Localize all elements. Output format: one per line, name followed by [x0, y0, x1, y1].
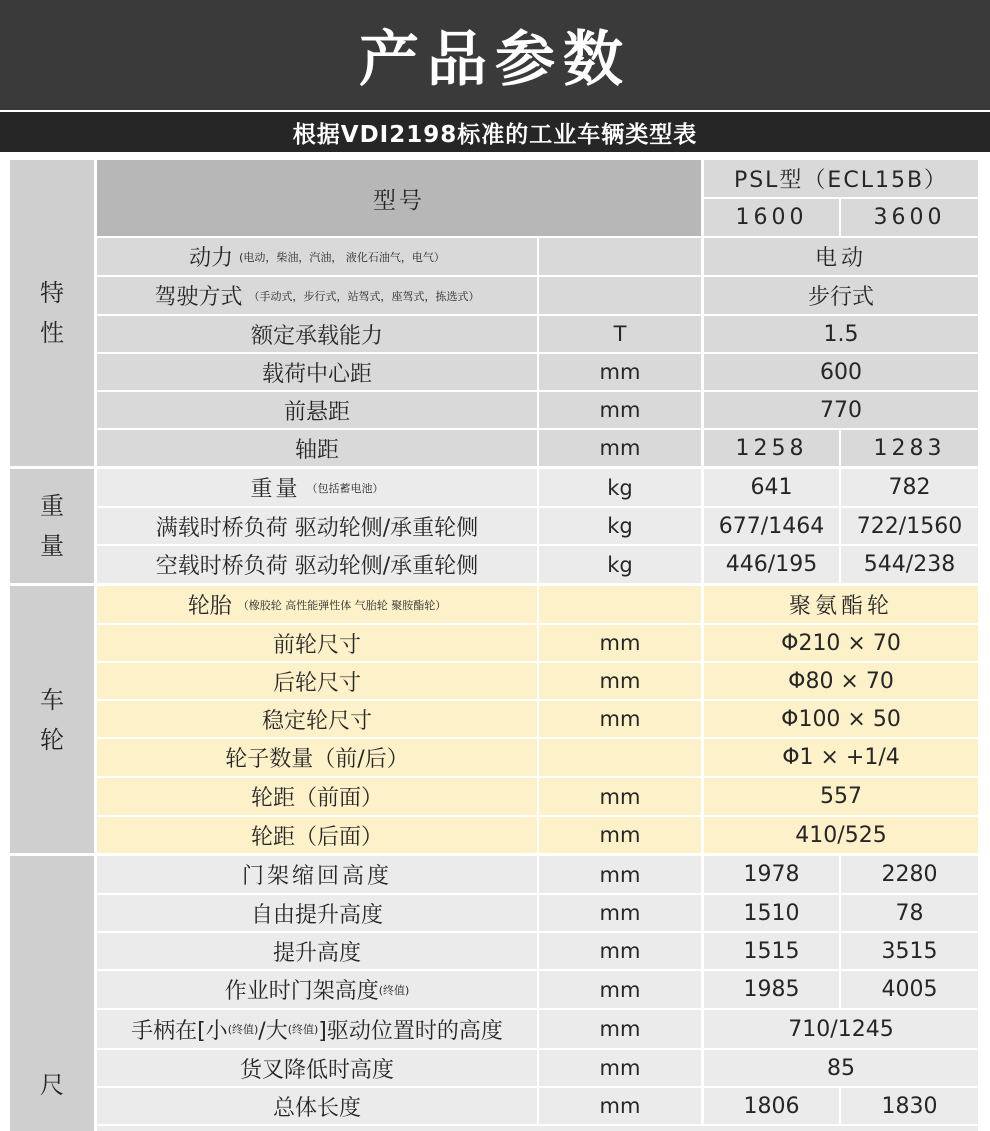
page-title: 产品参数: [0, 0, 990, 110]
row-rear-wheel-size-unit: mm: [539, 663, 701, 699]
row-handle-height-value: 710/1245: [704, 1010, 978, 1048]
row-power-note: (电动，柴油，汽油， 液化石油气，电气）: [239, 250, 445, 264]
variant-3600: 3600: [841, 199, 978, 236]
table-row-partial: [97, 1126, 978, 1131]
row-stabilizer-wheel-size-unit: mm: [539, 701, 701, 737]
section-dimensions: 尺: [10, 856, 94, 1131]
table-subtitle: 根据VDI2198标准的工业车辆类型表: [0, 112, 990, 152]
row-rated-capacity-unit: T: [539, 316, 701, 352]
row-axle-load-empty-value-1600: 446/195: [704, 546, 839, 583]
section-characteristics: 特 性: [10, 160, 94, 466]
row-front-wheel-size-name: 前轮尺寸: [97, 625, 537, 661]
row-mast-working-height-name: [97, 971, 537, 1008]
row-overall-length-value-3600: 1830: [841, 1088, 978, 1124]
row-overall-length-value-1600: 1806: [704, 1088, 839, 1124]
row-track-front-unit: mm: [539, 778, 701, 815]
row-axle-load-full-value-3600: 722/1560: [841, 508, 978, 544]
row-mast-working-height-unit: mm: [539, 971, 701, 1008]
row-lift-height-value-1600: 1515: [704, 933, 839, 969]
row-wheelbase-value-1600: 1258: [704, 430, 839, 466]
row-load-center-value: 600: [704, 354, 978, 390]
row-free-lift-height-unit: mm: [539, 895, 701, 931]
row-track-front-value: 557: [704, 778, 978, 815]
row-overall-length-name: 总体长度: [97, 1088, 537, 1124]
row-rear-wheel-size-value: Φ80 × 70: [704, 663, 978, 699]
row-wheelbase-unit: mm: [539, 430, 701, 466]
row-stabilizer-wheel-size-name: 稳定轮尺寸: [97, 701, 537, 737]
row-tires-unit: [539, 586, 701, 623]
row-mast-retracted-height-value-1600: 1978: [704, 856, 839, 893]
row-front-wheel-size-unit: mm: [539, 625, 701, 661]
row-handle-height-label-c: ]驱动位置时的高度: [318, 1018, 503, 1044]
row-wheelbase-value-3600: 1283: [841, 430, 978, 466]
row-axle-load-full-unit: kg: [539, 508, 701, 544]
model-name: PSL型（ECL15B）: [704, 160, 978, 197]
variant-1600: 1600: [704, 199, 839, 236]
row-tires-value: 聚氨酯轮: [704, 586, 978, 623]
row-power-name: [97, 238, 537, 275]
row-mast-retracted-height-name: 门架缩回高度: [97, 856, 537, 893]
model-label: 型号: [97, 160, 701, 236]
row-drive-mode-note: （手动式，步行式，站驾式，座驾式，拣选式）: [248, 289, 480, 303]
row-front-overhang-value: 770: [704, 392, 978, 428]
row-handle-height-label-a: 手柄在[小: [131, 1018, 228, 1044]
row-mast-working-height-note: (终值): [378, 983, 410, 997]
row-load-center-name: 载荷中心距: [97, 354, 537, 390]
row-lift-height-unit: mm: [539, 933, 701, 969]
row-rated-capacity-name: 额定承载能力: [97, 316, 537, 352]
row-drive-mode-unit: [539, 277, 701, 314]
row-weight-unit: kg: [539, 469, 701, 506]
row-front-overhang-name: 前悬距: [97, 392, 537, 428]
row-drive-mode-name: [97, 277, 537, 314]
row-tires-name: [97, 586, 537, 623]
row-track-rear-name: 轮距（后面）: [97, 817, 537, 853]
row-mast-working-height-label: 作业时门架高度: [224, 979, 379, 1004]
row-weight-note: （包括蓄电池）: [306, 481, 384, 495]
row-wheel-count-name: 轮子数量（前/后）: [97, 739, 537, 776]
row-drive-mode-label: 驾驶方式: [154, 285, 243, 310]
row-handle-height-label-b: /大: [258, 1018, 288, 1044]
row-free-lift-height-name: 自由提升高度: [97, 895, 537, 931]
row-rear-wheel-size-name: 后轮尺寸: [97, 663, 537, 699]
row-front-overhang-unit: mm: [539, 392, 701, 428]
row-free-lift-height-value-1600: 1510: [704, 895, 839, 931]
row-power-unit: [539, 238, 701, 275]
row-load-center-unit: mm: [539, 354, 701, 390]
row-mast-retracted-height-value-3600: 2280: [841, 856, 978, 893]
section-wheels: 车 轮: [10, 586, 94, 853]
row-axle-load-full-name: 满载时桥负荷 驱动轮侧/承重轮侧: [97, 508, 537, 544]
row-weight-label: 重量: [250, 477, 301, 502]
row-drive-mode-value: 步行式: [704, 277, 978, 314]
row-tires-label: 轮胎: [187, 594, 232, 619]
row-track-rear-unit: mm: [539, 817, 701, 853]
row-lowered-fork-height-unit: mm: [539, 1050, 701, 1086]
row-lowered-fork-height-value: 85: [704, 1050, 978, 1086]
row-handle-height-unit: mm: [539, 1010, 701, 1048]
row-track-rear-value: 410/525: [704, 817, 978, 853]
row-lift-height-name: 提升高度: [97, 933, 537, 969]
row-power-value: 电动: [704, 238, 978, 275]
row-overall-length-unit: mm: [539, 1088, 701, 1124]
row-lowered-fork-height-name: 货叉降低时高度: [97, 1050, 537, 1086]
row-front-wheel-size-value: Φ210 × 70: [704, 625, 978, 661]
row-track-front-name: 轮距（前面）: [97, 778, 537, 815]
row-weight-value-3600: 782: [841, 469, 978, 506]
row-handle-height-note-b: (终值): [287, 1023, 319, 1036]
row-lift-height-value-3600: 3515: [841, 933, 978, 969]
row-tires-note: （橡胶轮 高性能弹性体 气胎轮 聚胺酯轮）: [237, 598, 447, 612]
row-mast-retracted-height-unit: mm: [539, 856, 701, 893]
row-axle-load-empty-unit: kg: [539, 546, 701, 583]
row-axle-load-empty-name: 空载时桥负荷 驱动轮侧/承重轮侧: [97, 546, 537, 583]
row-rated-capacity-value: 1.5: [704, 316, 978, 352]
row-handle-height-name: [97, 1010, 537, 1048]
row-wheelbase-name: 轴距: [97, 430, 537, 466]
row-free-lift-height-value-3600: 78: [841, 895, 978, 931]
row-handle-height-note-a: (终值): [227, 1023, 259, 1036]
row-axle-load-full-value-1600: 677/1464: [704, 508, 839, 544]
row-mast-working-height-value-3600: 4005: [841, 971, 978, 1008]
row-weight-value-1600: 641: [704, 469, 839, 506]
row-wheel-count-unit: [539, 739, 701, 776]
row-mast-working-height-value-1600: 1985: [704, 971, 839, 1008]
section-weight: 重 量: [10, 469, 94, 583]
row-wheel-count-value: Φ1 × +1/4: [704, 739, 978, 776]
row-axle-load-empty-value-3600: 544/238: [841, 546, 978, 583]
row-stabilizer-wheel-size-value: Φ100 × 50: [704, 701, 978, 737]
row-weight-name: [97, 469, 537, 506]
row-power-label: 动力: [189, 246, 234, 271]
